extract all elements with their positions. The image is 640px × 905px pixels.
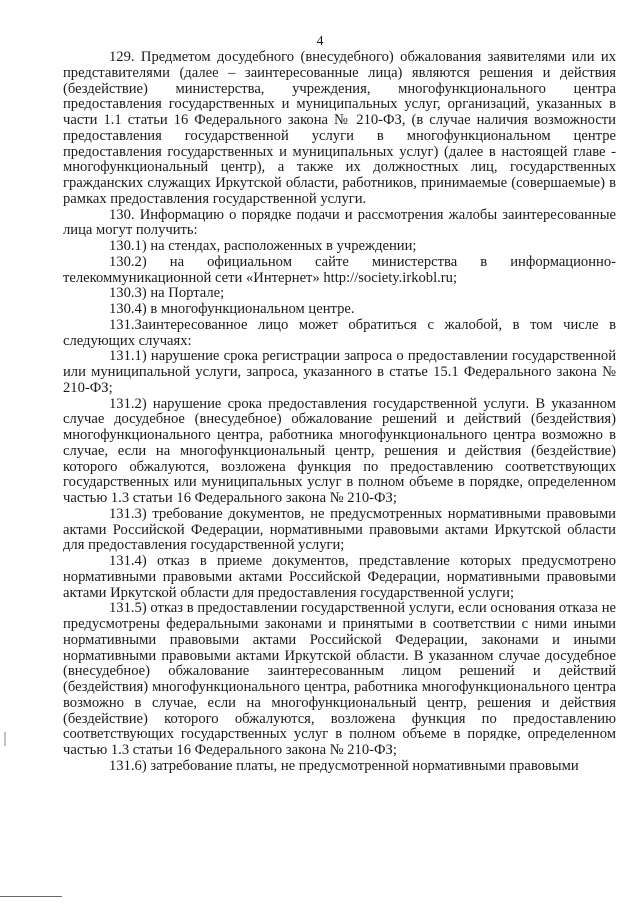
footnote-rule bbox=[0, 896, 62, 897]
paragraph-131-3: 131.3) требование документов, не предусмотренных нормативными правовыми актами Российской Федерации, нормативными правовыми актами Иркутской области для предоставления государственной услуги; bbox=[63, 505, 616, 554]
paragraph-130-3: 130.3) на Портале; bbox=[109, 285, 225, 302]
page-number: 4 bbox=[316, 34, 324, 49]
paragraph-131-4: 131.4) отказ в приеме документов, представление которых предусмотрено нормативными правовыми актами Российской Федерации, нормативными правовыми актами Иркутской области для предоставления государственной услуги; bbox=[63, 553, 616, 601]
paragraph-131-6: 131.6) затребование платы, не предусмотренной нормативными правовыми bbox=[109, 757, 579, 774]
paragraph-130-2: 130.2) на официальном сайте министерства в информационно-телекоммуникационной сети «Интернет» http://society.irkobl.ru; bbox=[63, 253, 616, 286]
paragraph-130: 130. Информацию о порядке подачи и рассмотрения жалобы заинтересованные лица могут получить: bbox=[63, 206, 616, 239]
paragraph-131-5: 131.5) отказ в предоставлении государственной услуги, если основания отказа не предусмотрены федеральными законами и принятыми в соответствии с ними иными нормативными правовыми актами Российской Федерации, законами и иными нормативными правовыми актами Иркутской области. В указанном случае досудебное (внесудебное) обжалование заинтересованным лицом решений и действий (бездействия) многофункционального центра, работника многофункционального центра возможно в случае, если на многофункциональный центр, решения и действия (бездействие) которого обжалуются, возложена функция по предоставлению соответствующих государственных услуг в полном объеме в порядке, определенном частью 1.3 статьи 16 Федерального закона № 210-ФЗ; bbox=[63, 600, 616, 758]
paragraph-131-1: 131.1) нарушение срока регистрации запроса о предоставлении государственной или муниципальной услуги, запроса, указанного в статье 15.1 Федерального закона № 210-ФЗ; bbox=[63, 348, 616, 396]
paragraph-131: 131.Заинтересованное лицо может обратиться с жалобой, в том числе в следующих случаях: bbox=[63, 316, 616, 349]
paragraph-129: 129. Предметом досудебного (внесудебного) обжалования заявителями или их представителями (далее – заинтересованные лица) являются решения и действия (бездействие) министерства, учреждения, многофункционального центра предоставления государственных и муниципальных услуг, организаций, указанных в части 1.1 статьи 16 Федерального закона № 210-ФЗ, (в случае наличия возможности предоставления государственной услуги в многофункциональном центре предоставления государственных и муниципальных услуг) (далее в настоящей главе - многофункциональный центр), а также их должностных лиц, государственных гражданских служащих Иркутской области, работников, принимаемые (совершаемые) в рамках предоставления государственной услуги. bbox=[63, 49, 616, 207]
paragraph-131-2: 131.2) нарушение срока предоставления государственной услуги. В указанном случае досудебное (внесудебное) обжалование решений и действий (бездействия) многофункционального центра, работника многофункционального центра возможно в случае, если на многофункциональный центр, решения и действия (бездействие) которого обжалуются, возложена функция по предоставлению соответствующих государственных или муниципальных услуг в полном объеме в порядке, определенном частью 1.3 статьи 16 Федерального закона № 210-ФЗ; bbox=[63, 395, 616, 506]
document-body bbox=[63, 50, 616, 775]
paragraph-130-1: 130.1) на стендах, расположенных в учреждении; bbox=[109, 238, 417, 254]
paragraph-130-4: 130.4) в многофункциональном центре. bbox=[109, 301, 355, 317]
scan-margin-mark bbox=[4, 732, 6, 746]
